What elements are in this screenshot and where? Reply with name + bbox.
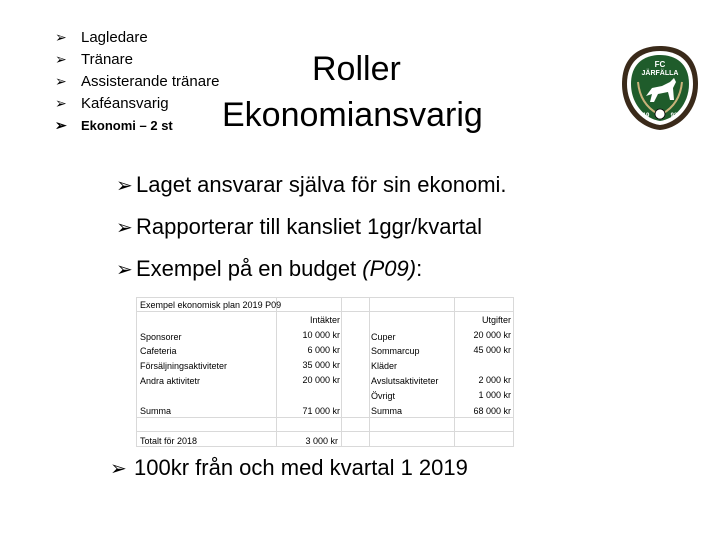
bullet-text-suffix: : [416,256,423,281]
roles-list [55,26,219,136]
arrow-bullet-icon: ➢ [110,458,127,480]
expense-value: 1 000 kr [478,390,511,400]
bullet-text [136,256,422,282]
expense-label: Kläder [371,361,398,371]
income-value: 20 000 kr [302,375,340,385]
income-label: Andra aktivitetr [140,376,201,386]
expense-header: Utgifter [481,315,511,325]
income-header: Intäkter [309,315,340,325]
expense-label: Sommarcup [371,346,420,356]
total-label: Totalt för 2018 [140,436,198,446]
bullet-text-prefix: Exempel på en budget [136,256,363,281]
arrow-bullet-icon: ➢ [55,28,67,45]
expense-sum-label: Summa [371,406,403,416]
expense-label: Övrigt [371,391,396,401]
slide-subtitle: Ekonomiansvarig [222,96,483,134]
income-value: 35 000 kr [302,360,340,370]
expense-value: 45 000 kr [473,345,511,355]
bullet-item [116,172,507,214]
arrow-bullet-icon: ➢ [55,94,67,111]
income-label: Sponsorer [140,332,182,342]
bullet-text: Rapporterar till kansliet 1ggr/kvartal [136,214,483,239]
arrow-bullet-icon: ➢ [55,50,67,67]
bullet-item [116,256,507,298]
expense-sum: 68 000 kr [473,406,511,416]
main-bullets [116,172,507,298]
final-bullet [110,455,468,481]
arrow-bullet-icon: ➢ [55,72,67,89]
total-value: 3 000 kr [305,436,338,446]
role-item [55,70,219,92]
income-label: Cafeteria [140,346,177,356]
expense-value: 20 000 kr [473,330,511,340]
budget-table [136,297,514,447]
budget-title: Exempel ekonomisk plan 2019 P09 [140,300,282,310]
slide-title: Roller [312,50,401,88]
logo-text-fc: FC [654,60,666,69]
arrow-bullet-icon: ➢ [116,217,133,239]
income-value: 6 000 kr [307,345,340,355]
final-bullet-text: 100kr från och med kvartal 1 2019 [134,455,468,480]
arrow-bullet-icon: ➢ [55,116,67,133]
role-label: Lagledare [81,28,148,46]
income-sum: 71 000 kr [302,406,340,416]
logo-year-right: 93 [670,113,678,119]
expense-label: Avslutsaktiviteter [371,376,439,386]
bullet-item [116,214,507,256]
role-item [55,26,219,48]
role-label: Assisterande tränare [81,72,220,90]
role-label: Tränare [81,50,133,68]
role-label: Ekonomi – 2 st [81,117,173,133]
income-label: Försäljningsaktiviteter [140,361,228,371]
income-value: 10 000 kr [302,330,340,340]
bullet-text: Laget ansvarar själva för sin ekonomi. [136,172,507,197]
logo-year-left: 19 [642,113,650,119]
income-sum-label: Summa [140,406,172,416]
arrow-bullet-icon: ➢ [116,175,133,197]
role-item [55,114,219,136]
club-logo [618,44,702,132]
role-item [55,48,219,70]
bullet-text-italic: (P09) [362,256,417,281]
arrow-bullet-icon: ➢ [116,259,133,281]
expense-value: 2 000 kr [478,375,511,385]
logo-text-name: JÄRFÄLLA [641,70,679,77]
role-item [55,92,219,114]
role-label: Kaféansvarig [81,94,169,112]
expense-label: Cuper [371,332,396,342]
